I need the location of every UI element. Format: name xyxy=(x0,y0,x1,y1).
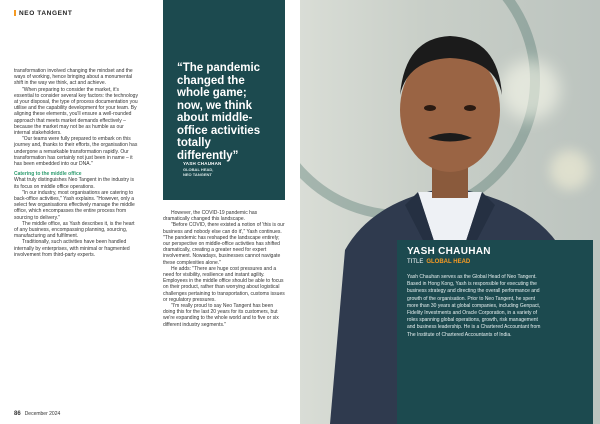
pull-quote-text: “The pandemic changed the whole game; now, we think about middle-office activities totally differently” xyxy=(177,62,261,162)
article-column-middle xyxy=(163,210,285,328)
profile-name: YASH CHAUHAN xyxy=(407,246,491,257)
pull-quote-box xyxy=(163,0,285,200)
paragraph: The middle office, as Yash describes it, is the heart of any business, encompassing planning, sourcing, manufacturing and fulfilment. xyxy=(14,220,135,240)
paragraph: transformation involved changing the mindset and the ways of working, hence bringing about a monumental shift in the way we think, act and achieve. xyxy=(14,68,133,87)
paragraph: He adds: "There are huge cost pressures and a need for visibility, resilience and instant agility. Employees in the middle office should be able to focus on their product, rather than worrying about logistical challenges pertaining to transportation, customs issues or regulatory pressures. xyxy=(163,265,285,303)
section-label xyxy=(14,10,72,17)
profile-title-row xyxy=(407,259,470,265)
paragraph: "I'm really proud to say Neo Tangent has been doing this for the last 20 years for its customers, but we're expanding to the whole world and to five or six different industry segments." xyxy=(163,303,279,328)
profile-title-label: TITLE xyxy=(407,259,424,265)
paragraph: "When preparing to consider the market, it's essential to consider several key factors: the technology at your disposal, the type of process documentation you utilise and the capability development for your team. By aligning these elements, you'll ensure a well-rounded approach that meets market demands effectively – because the market may not be as humble as our internal stakeholders. xyxy=(14,86,138,137)
profile-bio: Yash Chauhan serves as the Global Head of Neo Tangent. Based in Hong Kong, Yash is responsible for executing the business strategy and directing the overall performance and growth of the organisation. Prior to Neo Tangent, he spent more than 30 years at global companies, including Genpact, Fidelity Investments and Oracle Corporation, in a variety of roles spanning global operations, growth, risk management and business leadership. He is a Chartered Accountant from The Institute of Chartered Accountants of India. xyxy=(407,274,541,338)
section-label-text: NEO TANGENT xyxy=(19,10,73,17)
page-footer xyxy=(14,411,60,417)
page-number: 86 xyxy=(14,411,21,417)
subheading: Catering to the middle office xyxy=(14,171,82,178)
profile-info-box xyxy=(397,240,593,424)
paragraph: "Before COVID, there existed a notion of 'this is our business and nobody else can do it'," Yash continues. "The pandemic has reshaped the landscape entirely; our perspective on middle-office activities has shifted dramatically, creating a greater need for expert involvement. Nowadays, businesses cannot navigate these complexities alone." xyxy=(163,222,285,266)
paragraph: However, the COVID-19 pandemic has dramatically changed this landscape. xyxy=(163,210,258,223)
pull-quote-title xyxy=(183,167,273,177)
paragraph: What truly distinguishes Neo Tangent in the industry is its focus on middle office operations. xyxy=(14,177,134,190)
paragraph: "In our industry, most organisations are catering to back-office activities," Yash explains. "However, only a select few organisations effectively manage the middle office, which encompasses the entire process from sourcing to delivery." xyxy=(14,189,135,221)
pull-quote-name: YASH CHAUHAN xyxy=(183,161,222,166)
paragraph: Traditionally, such activities have been handled internally by enterprises, with minimal or fragmented involvement from third-party experts. xyxy=(14,239,130,258)
pull-quote-title-line: GLOBAL HEAD, xyxy=(183,167,214,172)
paragraph: "Our teams were fully prepared to embark on this journey and, thanks to their efforts, the organisation has undergone a remarkable transformation rapidly. Our transformation has certainly not just been in name – it has been embedded into our DNA." xyxy=(14,136,138,168)
accent-bar xyxy=(14,10,16,16)
pull-quote-company-line: NEO TANGENT xyxy=(183,172,212,177)
article-column-left xyxy=(14,68,140,258)
profile-title-value: GLOBAL HEAD xyxy=(426,259,471,265)
issue-date: December 2024 xyxy=(24,411,61,417)
